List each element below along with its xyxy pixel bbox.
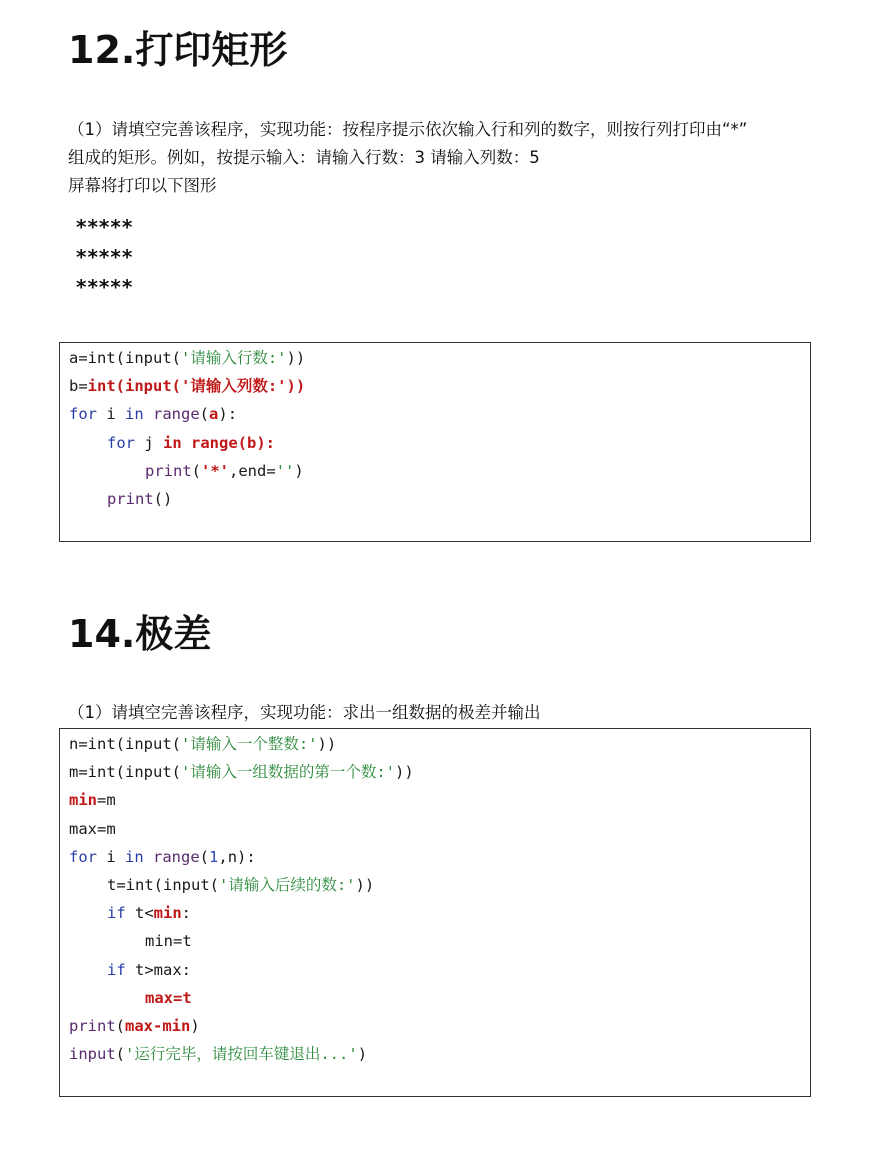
filled-blank-answer: int(input('请输入列数:')) <box>87 377 306 396</box>
code-token: ( <box>199 405 210 424</box>
code-line <box>69 786 116 814</box>
task-description: （1）请填空完善该程序，实现功能：按程序提示依次输入行和列的数字，则按行列打印由“*” <box>68 120 748 139</box>
code-token: range <box>143 405 200 424</box>
code-token: '请输入一个整数:' <box>180 735 318 753</box>
code-token: ) <box>357 1045 368 1064</box>
code-token: if <box>107 904 126 923</box>
code-token: ,n): <box>218 847 256 866</box>
code-token: )) <box>394 763 414 782</box>
code-line <box>69 815 116 843</box>
code-line <box>69 927 192 955</box>
task-description: （1）请填空完善该程序，实现功能：求出一组数据的极差并输出 <box>68 703 541 722</box>
filled-blank-answer: max-min <box>125 1017 191 1035</box>
code-line <box>69 457 304 485</box>
code-token: )) <box>286 349 306 367</box>
code-token: input <box>69 1045 116 1064</box>
task-description: 屏幕将打印以下图形 <box>68 176 217 195</box>
code-token: ) <box>294 461 304 480</box>
code-block-range <box>59 728 811 1097</box>
code-token: range <box>143 847 200 866</box>
code-token: t>max: <box>125 960 191 979</box>
code-line <box>69 843 256 871</box>
code-token: for <box>69 847 97 866</box>
filled-blank-answer: min <box>69 791 97 810</box>
code-token: )) <box>317 735 337 753</box>
filled-blank-answer: a <box>209 405 219 424</box>
code-line <box>69 899 191 927</box>
code-token: '请输入行数:' <box>180 349 287 367</box>
code-line <box>69 871 374 899</box>
section-title-print-rectangle: 12.打印矩形 <box>68 28 288 72</box>
code-token: '' <box>275 461 295 480</box>
code-token: in <box>125 405 144 424</box>
code-token: i <box>97 405 125 424</box>
code-token: ( <box>115 1017 126 1035</box>
code-token: '运行完毕，请按回车键退出...' <box>125 1045 358 1064</box>
code-token: if <box>107 960 126 979</box>
code-line <box>69 730 336 758</box>
code-token: for <box>107 433 135 452</box>
star-row: ***** <box>76 275 134 299</box>
code-token: =m <box>97 791 116 810</box>
code-token: '请输入后续的数:' <box>218 876 356 894</box>
code-token: ,end= <box>229 461 276 480</box>
code-line <box>69 984 192 1012</box>
filled-blank-answer: in range(b): <box>163 433 275 452</box>
code-token: max=m <box>69 819 116 838</box>
code-line <box>69 956 191 984</box>
code-token: print <box>69 1017 116 1035</box>
code-token: a=int(input( <box>69 349 181 367</box>
code-block-print-rectangle <box>59 342 811 542</box>
code-line <box>69 429 275 457</box>
code-token: t=int(input( <box>107 876 219 894</box>
code-token: ) <box>190 1017 200 1035</box>
code-token: ( <box>115 1045 126 1064</box>
code-token: n=int(input( <box>69 735 181 753</box>
filled-blank-answer: min <box>153 904 182 923</box>
section-title-range: 14.极差 <box>68 612 212 656</box>
filled-blank-answer: max=t <box>145 988 192 1007</box>
code-line <box>69 1040 367 1068</box>
code-token: in <box>125 847 144 866</box>
star-row: ***** <box>76 245 134 269</box>
code-token: ): <box>218 405 238 424</box>
code-token: )) <box>355 876 375 894</box>
task-description: 组成的矩形。例如，按提示输入：请输入行数：3 请输入列数：5 <box>68 148 540 167</box>
code-token: for <box>69 405 97 424</box>
filled-blank-answer: '*' <box>201 461 230 480</box>
code-token: '请输入一组数据的第一个数:' <box>180 763 395 782</box>
code-token: print <box>107 490 154 508</box>
code-line <box>69 485 172 513</box>
code-token: : <box>181 904 192 923</box>
code-token: () <box>153 490 173 508</box>
code-line <box>69 1012 200 1040</box>
code-token: ( <box>191 461 202 480</box>
code-token: i <box>97 847 125 866</box>
code-token: ( <box>199 847 210 866</box>
code-token: m=int(input( <box>69 763 181 782</box>
code-line <box>69 758 414 786</box>
star-row: ***** <box>76 215 134 239</box>
code-line <box>69 400 237 428</box>
code-token: 1 <box>209 847 219 866</box>
code-line <box>69 344 305 372</box>
star-rectangle-example <box>76 212 133 302</box>
code-token: b= <box>69 377 88 396</box>
code-token: print <box>145 461 192 480</box>
code-token: t< <box>125 904 154 923</box>
code-token: min=t <box>145 932 192 951</box>
code-token: j <box>135 433 163 452</box>
code-line <box>69 372 305 400</box>
